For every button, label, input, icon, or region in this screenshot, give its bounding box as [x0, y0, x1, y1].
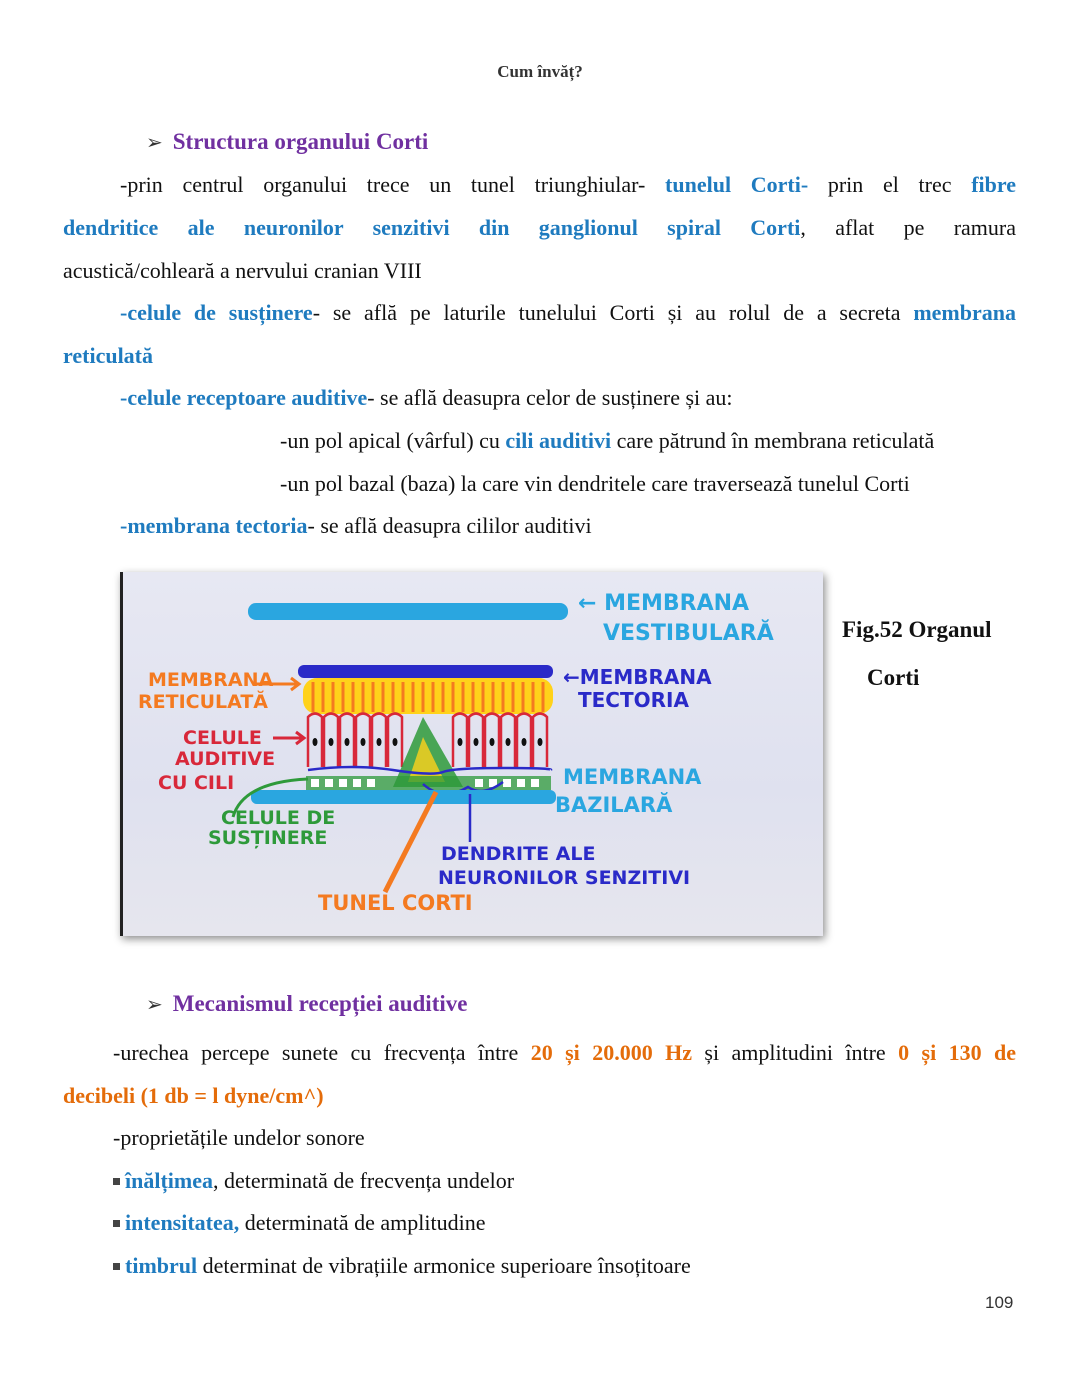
term-fibre: fibre [971, 172, 1016, 197]
term-tunelul-corti: tunelul Corti- [665, 172, 809, 197]
paragraph-tunel-line2 [63, 215, 1016, 241]
svg-text:VESTIBULARĂ: VESTIBULARĂ [603, 621, 774, 646]
svg-text:← MEMBRANA: ← MEMBRANA [578, 591, 750, 616]
term-membrana: membrana [913, 300, 1016, 325]
svg-text:BAZILARĂ: BAZILARĂ [555, 793, 673, 817]
svg-text:MEMBRANA: MEMBRANA [563, 765, 702, 789]
page-header-title: Cum învăț? [497, 62, 583, 81]
text: - se află pe laturile tunelului Corti și au rolul de a secreta [312, 300, 901, 325]
term: intensitatea, [125, 1210, 240, 1235]
term-celule-sustinere: -celule de susținere [120, 300, 313, 325]
list-item-inaltimea [113, 1168, 514, 1194]
text: prin el trec [827, 172, 952, 197]
svg-text:AUDITIVE: AUDITIVE [175, 748, 276, 770]
section-heading-mecanismul [146, 991, 467, 1017]
term-reticulata: reticulată [63, 343, 154, 368]
value-decibeli: decibeli (1 db = l dyne/cm^) [63, 1083, 324, 1108]
sub-pol-apical [280, 428, 934, 454]
arrow-bullet-icon: ➢ [146, 992, 163, 1016]
svg-text:CU CILI: CU CILI [158, 772, 235, 794]
text: - se află deasupra celor de susținere și au: [367, 385, 733, 410]
caption-line1: Fig.52 Organul [842, 617, 992, 642]
list-item-intensitatea [113, 1210, 485, 1236]
svg-text:MEMBRANA: MEMBRANA [148, 669, 274, 691]
page-number: 109 [985, 1293, 1014, 1312]
caption-line2: Corti [867, 665, 920, 690]
text: și amplitudini între [704, 1040, 886, 1065]
paragraph-proprietati: -proprietățile undelor sonore [113, 1125, 365, 1150]
figure-caption [842, 606, 992, 702]
svg-text:DENDRITE ALE: DENDRITE ALE [441, 843, 596, 865]
term-membrana-tectoria: -membrana tectoria [120, 513, 308, 538]
svg-text:SUSȚINERE: SUSȚINERE [208, 827, 328, 849]
paragraph-tunel-line3: acustică/cohleară a nervului cranian VIII [63, 258, 422, 283]
svg-text:TUNEL CORTI: TUNEL CORTI [318, 891, 473, 915]
text: determinată de amplitudine [239, 1210, 486, 1235]
sub-pol-bazal: -un pol bazal (baza) la care vin dendritele care traversează tunelul Corti [280, 471, 910, 496]
svg-text:RETICULATĂ: RETICULATĂ [138, 691, 269, 713]
term-celule-receptoare: -celule receptoare auditive [120, 385, 368, 410]
corti-diagram-illustration [123, 572, 823, 936]
paragraph-frecventa-line1 [113, 1040, 1016, 1066]
square-bullet-icon [113, 1178, 120, 1185]
value-amplitude-range: 0 și 130 de [898, 1040, 1017, 1065]
svg-text:CELULE DE: CELULE DE [221, 807, 336, 829]
square-bullet-icon [113, 1263, 120, 1270]
text: care pătrund în membrana reticulată [616, 428, 935, 453]
paragraph-tunel-line1 [120, 172, 1016, 198]
section-heading-structura [146, 129, 428, 155]
paragraph-sustinere-line1 [120, 300, 1016, 326]
svg-text:TECTORIA: TECTORIA [578, 688, 689, 712]
text: -prin centrul organului trece un tunel triunghiular- [120, 172, 646, 197]
text: determinat de vibrațiile armonice superioare însoțitoare [197, 1253, 691, 1278]
svg-text:←MEMBRANA: ←MEMBRANA [563, 665, 712, 689]
figure-organul-corti [120, 572, 823, 936]
list-item-timbrul [113, 1253, 691, 1279]
term-dendritice: dendritice ale neuronilor senzitivi din ganglionul spiral Corti [63, 215, 801, 240]
heading-text: Structura organului Corti [172, 129, 429, 154]
text: , aflat pe ramura [800, 215, 1016, 240]
text: , determinată de frecvența undelor [213, 1168, 515, 1193]
text: -urechea percepe sunete cu frecvența între [113, 1040, 519, 1065]
svg-text:NEURONILOR SENZITIVI: NEURONILOR SENZITIVI [438, 867, 691, 889]
paragraph-tectoria [120, 513, 592, 539]
text: - se află deasupra cililor auditivi [307, 513, 592, 538]
value-frequency-range: 20 și 20.000 Hz [530, 1040, 692, 1065]
text: -un pol apical (vârful) cu [280, 428, 500, 453]
paragraph-receptoare [120, 385, 733, 411]
term-cili-auditivi: cili auditivi [505, 428, 612, 453]
heading-text: Mecanismul recepției auditive [172, 991, 468, 1016]
term: înălțimea [125, 1168, 213, 1193]
term: timbrul [125, 1253, 198, 1278]
svg-text:CELULE: CELULE [183, 727, 262, 749]
arrow-bullet-icon: ➢ [146, 130, 163, 154]
square-bullet-icon [113, 1220, 120, 1227]
